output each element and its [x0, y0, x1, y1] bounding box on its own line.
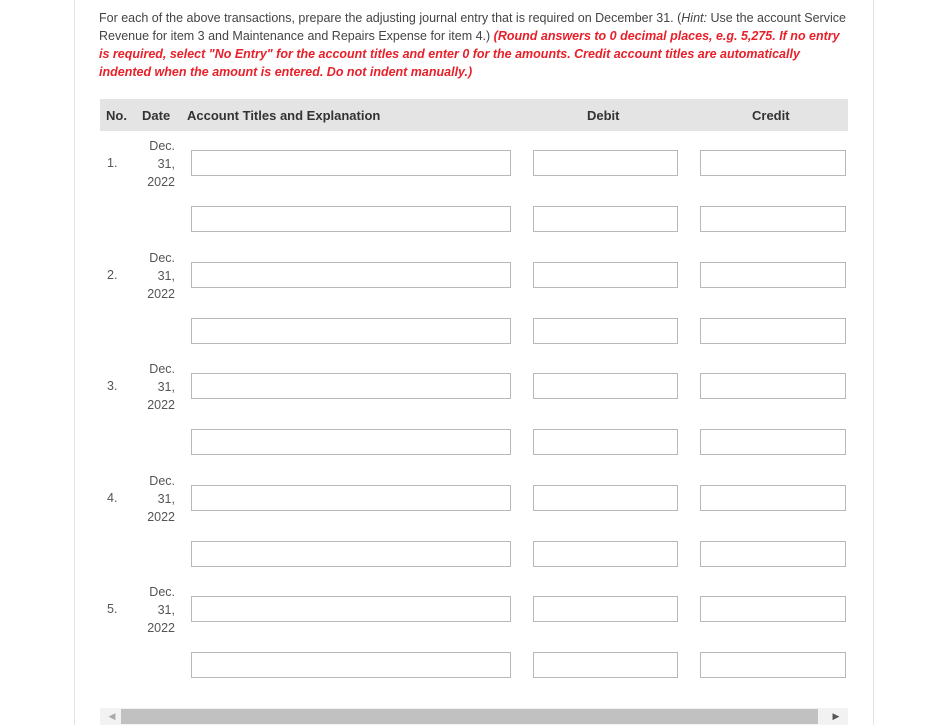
entry-date	[140, 583, 175, 637]
date-year: 2022	[147, 398, 175, 412]
table-header	[100, 99, 848, 131]
instructions	[99, 9, 851, 81]
account-title-input[interactable]	[191, 206, 511, 232]
instructions-text-1: For each of the above transactions, prepare the adjusting journal entry that is required on December 31. (	[99, 11, 682, 25]
debit-input[interactable]	[533, 429, 678, 455]
debit-input[interactable]	[533, 652, 678, 678]
debit-input[interactable]	[533, 373, 678, 399]
account-title-input[interactable]	[191, 373, 511, 399]
instructions-text-2: Use the account Service Revenue for item 3 and Maintenance and Repairs Expense for item 4.)	[99, 11, 846, 43]
horizontal-scrollbar[interactable]	[100, 708, 848, 725]
debit-input[interactable]	[533, 262, 678, 288]
scrollbar-thumb[interactable]	[121, 709, 818, 724]
account-title-input[interactable]	[191, 150, 511, 176]
journal-row	[100, 652, 848, 680]
account-title-input[interactable]	[191, 652, 511, 678]
date-year: 2022	[147, 287, 175, 301]
date-day: 31,	[157, 492, 175, 506]
date-month: Dec.	[149, 585, 175, 599]
journal-row	[100, 139, 848, 189]
entry-date	[140, 137, 175, 191]
entry-date	[140, 360, 175, 414]
credit-input[interactable]	[700, 652, 846, 678]
header-no: No.	[106, 108, 127, 123]
debit-input[interactable]	[533, 206, 678, 232]
entry-date	[140, 249, 175, 303]
date-month: Dec.	[149, 139, 175, 153]
entry-number: 2.	[107, 268, 118, 282]
header-debit: Debit	[587, 108, 620, 123]
date-year: 2022	[147, 510, 175, 524]
credit-input[interactable]	[700, 206, 846, 232]
credit-input[interactable]	[700, 318, 846, 344]
journal-row	[100, 585, 848, 635]
hint-label: Hint:	[681, 11, 707, 25]
date-month: Dec.	[149, 251, 175, 265]
journal-row	[100, 362, 848, 412]
entry-number: 1.	[107, 156, 118, 170]
date-month: Dec.	[149, 362, 175, 376]
date-day: 31,	[157, 380, 175, 394]
header-account: Account Titles and Explanation	[187, 108, 381, 123]
credit-input[interactable]	[700, 150, 846, 176]
debit-input[interactable]	[533, 485, 678, 511]
entry-number: 3.	[107, 379, 118, 393]
journal-row	[100, 541, 848, 569]
entry-date	[140, 472, 175, 526]
journal-row	[100, 206, 848, 234]
debit-input[interactable]	[533, 541, 678, 567]
account-title-input[interactable]	[191, 262, 511, 288]
date-year: 2022	[147, 621, 175, 635]
entry-number: 4.	[107, 491, 118, 505]
debit-input[interactable]	[533, 318, 678, 344]
credit-input[interactable]	[700, 541, 846, 567]
debit-input[interactable]	[533, 596, 678, 622]
journal-row	[100, 474, 848, 524]
rounding-note: (Round answers to 0 decimal places, e.g. 5,275. If no entry is required, select "No Entry" for the account titles and enter 0 for the amounts. Credit account titles are automatically indented when the amount is entered. Do not indent manually.)	[99, 29, 840, 79]
credit-input[interactable]	[700, 596, 846, 622]
debit-input[interactable]	[533, 150, 678, 176]
account-title-input[interactable]	[191, 429, 511, 455]
date-year: 2022	[147, 175, 175, 189]
scroll-left-arrow-icon[interactable]: ◀	[108, 711, 116, 721]
date-day: 31,	[157, 157, 175, 171]
account-title-input[interactable]	[191, 318, 511, 344]
date-day: 31,	[157, 603, 175, 617]
credit-input[interactable]	[700, 485, 846, 511]
journal-row	[100, 429, 848, 457]
header-date: Date	[142, 108, 171, 123]
account-title-input[interactable]	[191, 541, 511, 567]
journal-row	[100, 318, 848, 346]
account-title-input[interactable]	[191, 596, 511, 622]
account-title-input[interactable]	[191, 485, 511, 511]
date-day: 31,	[157, 269, 175, 283]
header-credit: Credit	[752, 108, 790, 123]
credit-input[interactable]	[700, 373, 846, 399]
date-month: Dec.	[149, 474, 175, 488]
journal-row	[100, 251, 848, 301]
credit-input[interactable]	[700, 429, 846, 455]
credit-input[interactable]	[700, 262, 846, 288]
entry-number: 5.	[107, 602, 118, 616]
scroll-right-arrow-icon[interactable]: ▶	[832, 711, 840, 721]
